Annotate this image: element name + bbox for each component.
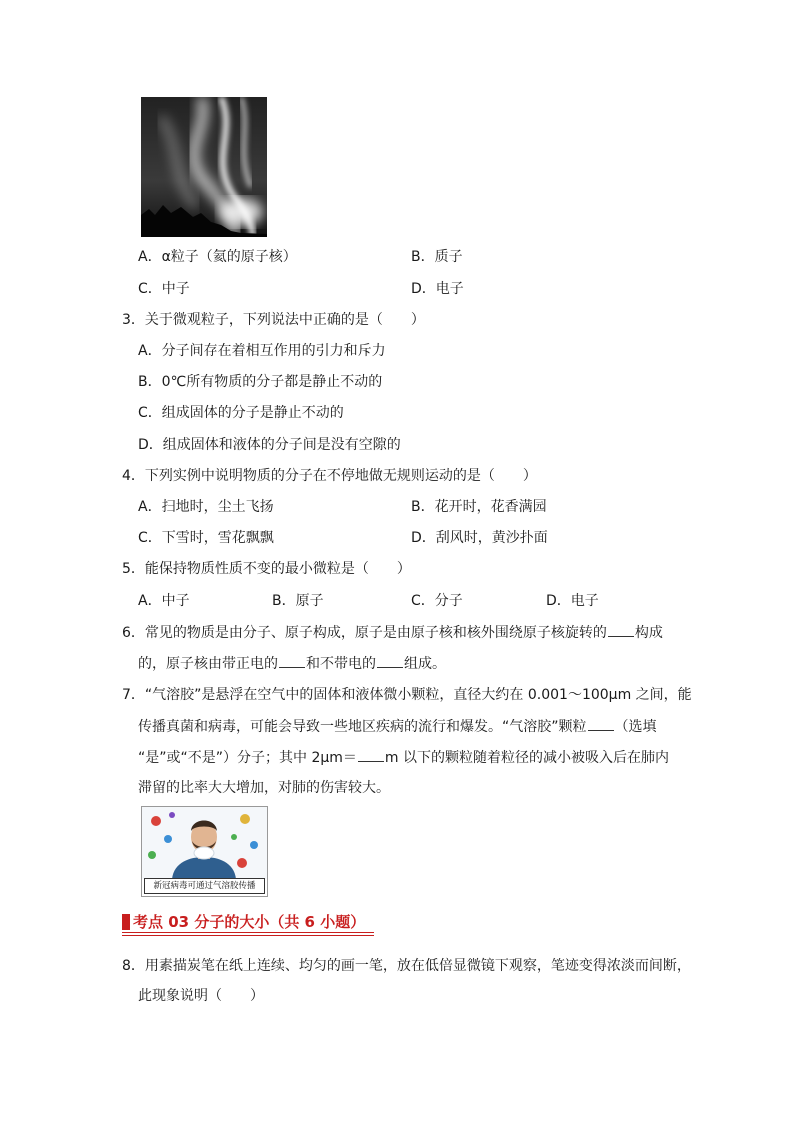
q4-option-a: A．扫地时，尘土飞扬: [138, 499, 274, 515]
q7-line-2: [138, 716, 657, 737]
q6-text-2b: 和不带电的: [306, 656, 376, 672]
q7-line-3: [138, 747, 669, 768]
image-caption: 新冠病毒可通过气溶胶传播: [144, 878, 265, 894]
q6-line-2: [138, 653, 446, 674]
q6-text-2c: 组成。: [404, 656, 446, 672]
q3-option-a: A．分子间存在着相互作用的引力和斥力: [138, 343, 386, 359]
section-underline-secondary: [122, 935, 374, 936]
q7-blank-2: [358, 747, 384, 762]
q7-text-2a: 传播真菌和病毒，可能会导致一些地区疾病的流行和爆发。“气溶胶”颗粒: [138, 719, 587, 735]
section-marker: [122, 914, 130, 930]
q6-blank-2: [279, 653, 305, 668]
q7-line-1: 7．“气溶胶”是悬浮在空气中的固体和液体微小颗粒，直径大约在 0.001～100μm 之间，能: [122, 687, 692, 703]
q4-option-d: D．刮风时，黄沙扑面: [411, 530, 548, 546]
q6-blank-3: [377, 653, 403, 668]
q3-stem: 3．关于微观粒子，下列说法中正确的是（ ）: [122, 312, 425, 328]
q6-text-1a: 6．常见的物质是由分子、原子构成，原子是由原子核和核外围绕原子核旋转的: [122, 625, 607, 641]
q7-blank-1: [588, 716, 614, 731]
q2-option-b: B．质子: [411, 249, 463, 265]
q7-line-4: 滞留的比率大大增加，对肺的伤害较大。: [138, 780, 390, 796]
q3-option-c: C．组成固体的分子是静止不动的: [138, 405, 344, 421]
q7-text-3b: m 以下的颗粒随着粒径的减小被吸入后在肺内: [384, 750, 670, 766]
q3-option-d: D．组成固体和液体的分子间是没有空隙的: [138, 437, 401, 453]
q5-stem: 5．能保持物质性质不变的最小微粒是（ ）: [122, 561, 411, 577]
q4-stem: 4．下列实例中说明物质的分子在不停地做无规则运动的是（ ）: [122, 468, 537, 484]
aurora-photo: [141, 97, 267, 237]
sneezing-man-figure: [142, 807, 267, 879]
section-title: 考点 03 分子的大小（共 6 小题）: [133, 913, 366, 931]
q6-blank-1: [608, 622, 634, 637]
q4-option-c: C．下雪时，雪花飘飘: [138, 530, 274, 546]
q7-text-3a: “是”或“不是”）分子；其中 2μm＝: [138, 750, 357, 766]
section-header: [122, 912, 374, 934]
q2-option-a: A．α粒子（氦的原子核）: [138, 249, 297, 265]
q8-line-1: 8．用素描炭笔在纸上连续、均匀的画一笔，放在低倍显微镜下观察，笔迹变得浓淡而间断，: [122, 958, 691, 974]
section-underline: [122, 932, 374, 933]
q5-option-a: A．中子: [138, 593, 190, 609]
q2-option-d: D．电子: [411, 281, 464, 297]
q2-option-c: C．中子: [138, 281, 190, 297]
q4-option-b: B．花开时，花香满园: [411, 499, 547, 515]
aerosol-illustration: [141, 806, 268, 897]
q5-option-b: B．原子: [272, 593, 324, 609]
q6-line-1: [122, 622, 663, 643]
q5-option-c: C．分子: [411, 593, 463, 609]
q8-line-2: 此现象说明（ ）: [138, 988, 264, 1004]
q3-option-b: B．0℃所有物质的分子都是静止不动的: [138, 374, 383, 390]
q5-option-d: D．电子: [546, 593, 599, 609]
q7-text-2b: （选填: [614, 719, 657, 735]
q6-text-2a: 的，原子核由带正电的: [138, 656, 278, 672]
q6-text-1b: 构成: [634, 625, 663, 641]
